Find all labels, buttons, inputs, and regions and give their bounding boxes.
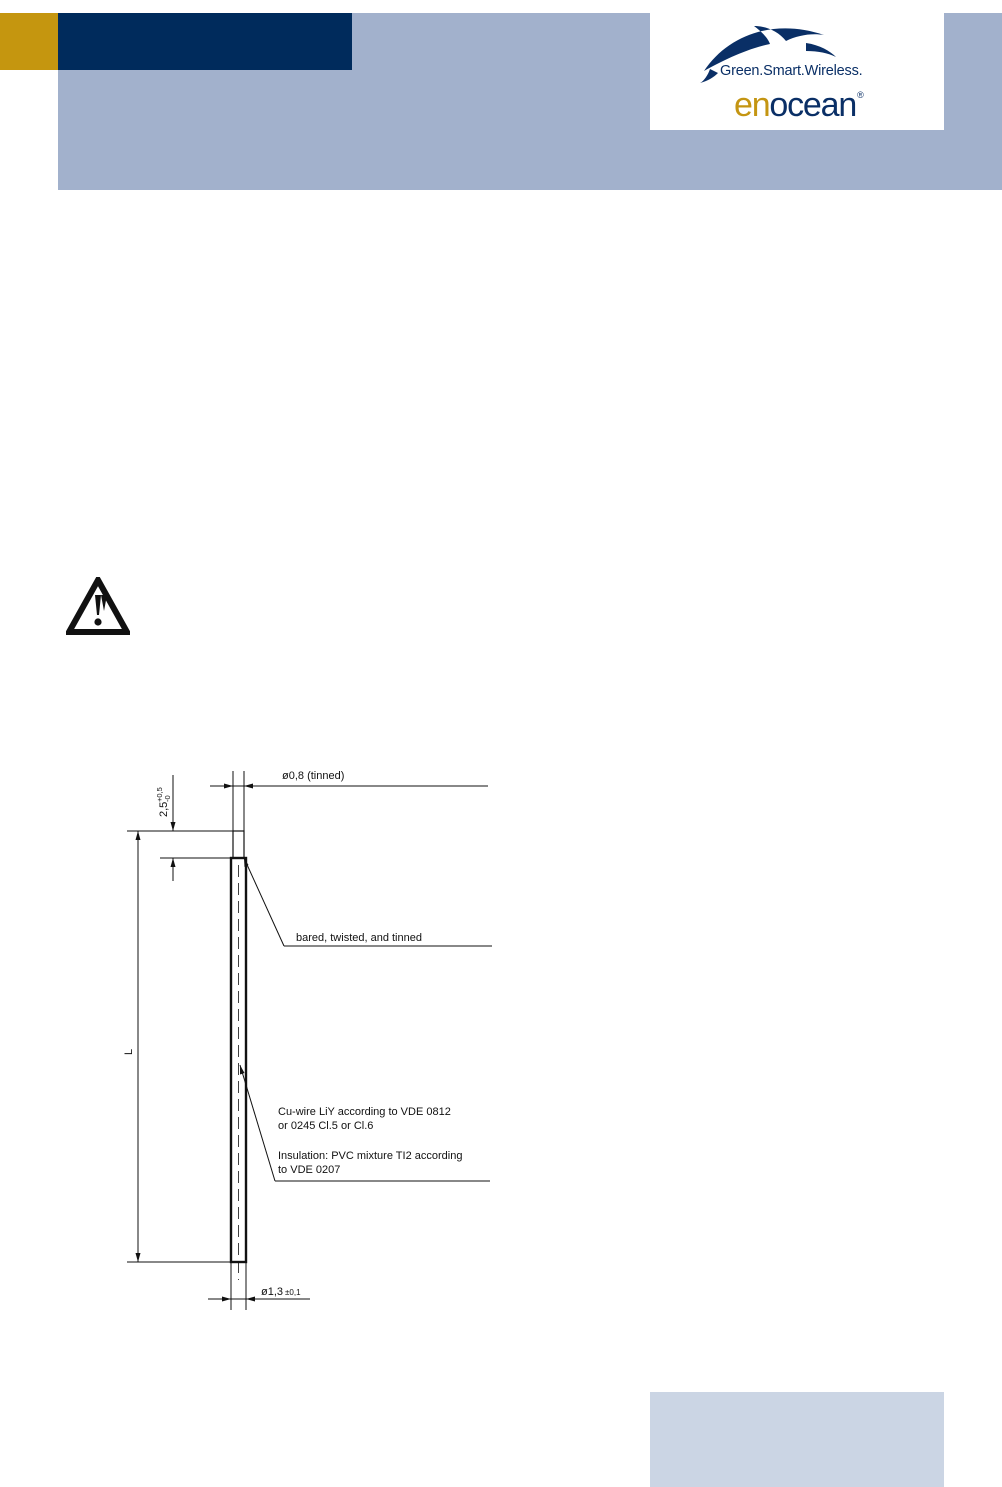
header-navy-block bbox=[58, 13, 352, 70]
tinned-dim-label: ø0,8 (tinned) bbox=[282, 770, 345, 782]
insulation-note-line-1: Insulation: PVC mixture TI2 according bbox=[278, 1150, 463, 1162]
strip-length-label: 2,5 bbox=[158, 801, 170, 817]
logo-wordmark bbox=[734, 75, 863, 125]
logo-wordmark-en: en bbox=[734, 86, 770, 124]
wire-technical-drawing bbox=[120, 765, 500, 1330]
strip-tol-top: +0,5 bbox=[155, 787, 164, 802]
outer-dim-tolerance: ±0,1 bbox=[285, 1288, 301, 1297]
wire-note-line-2: or 0245 Cl.5 or Cl.6 bbox=[278, 1120, 374, 1132]
outer-dim-label: ø1,3 bbox=[261, 1286, 284, 1298]
enocean-logo bbox=[650, 13, 944, 130]
logo-wordmark-ocean: ocean bbox=[769, 86, 857, 124]
logo-tagline: Green.Smart.Wireless. bbox=[720, 63, 863, 79]
logo-registered-mark: ® bbox=[857, 90, 863, 100]
header-gold-block bbox=[0, 13, 58, 70]
wire-body bbox=[231, 858, 246, 1262]
insulation-note-line-2: to VDE 0207 bbox=[278, 1164, 341, 1176]
bared-note: bared, twisted, and tinned bbox=[296, 932, 422, 944]
footer-block bbox=[650, 1392, 944, 1487]
length-label: L bbox=[123, 1048, 135, 1055]
wire-note-line-1: Cu-wire LiY according to VDE 0812 bbox=[278, 1106, 451, 1118]
strip-tol-bottom: -0 bbox=[163, 795, 172, 802]
warning-triangle-icon bbox=[66, 577, 130, 640]
tinned-end bbox=[233, 831, 244, 858]
